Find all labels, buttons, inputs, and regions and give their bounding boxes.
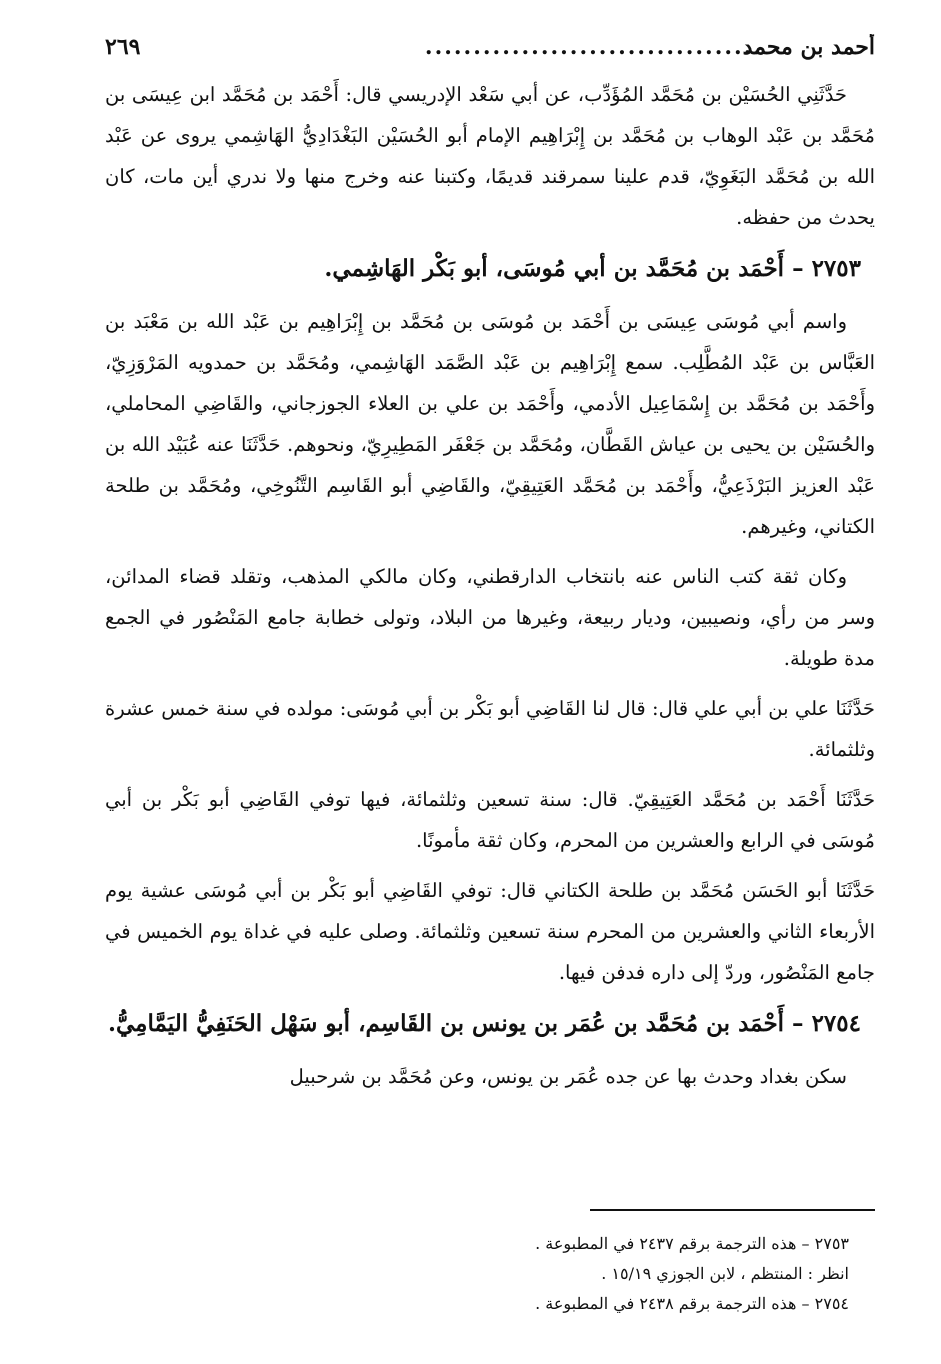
footnote-separator [590,1209,875,1211]
leader-dots: ................................... [424,34,763,60]
paragraph-3: وكان ثقة كتب الناس عنه بانتخاب الدارقطني، وكان مالكي المذهب، وتقلد قضاء المدائن، وسر من رأي، ونصيبين، وديار ربيعة، وغيرها من البلاد، وتولى خطابة جامع المَنْصُور في الجمع مدة طويلة. [105,565,875,670]
footnotes [229,1229,849,1319]
main-text [105,74,875,1106]
page-number: ٢٦٩ [105,34,141,60]
footnote-2: انظر : المنتظم ، لابن الجوزي ١٥/١٩ . [601,1264,849,1283]
running-header [105,34,875,64]
paragraph-2: واسم أبي مُوسَى عِيسَى بن أَحْمَد بن مُوسَى بن مُحَمَّد بن إِبْرَاهِيم بن عَبْد الله بن مَعْبَد بن العَبَّاس بن عَبْد المُطَّلِب. سمع إِبْرَاهِيم بن عَبْد الصَّمَد الهَاشِمي، ومُحَمَّد بن حمدويه المَرْوَزِيّ، وأَحْمَد بن مُحَمَّد بن إِسْمَاعِيل الأدمي، وأَحْمَد بن علي بن العلاء الجوزجاني، والقَاضِي المحاملي، والحُسَيْن بن يحيى بن عياش القَطَّان، ومُحَمَّد بن جَعْفَر المَطِيرِيّ، ونحوهم. حَدَّثَنَا عنه عُبَيْد الله بن عَبْد العزيز البَرْذَعِيُّ، وأَحْمَد بن مُحَمَّد العَتِيقِيّ، والقَاضِي أبو القَاسِم التَّنُوخِي، ومُحَمَّد بن طلحة الكتاني، وغيرهم. [105,310,875,538]
paragraph-6: حَدَّثَنَا أبو الحَسَن مُحَمَّد بن طلحة الكتاني قال: توفي القَاضِي أبو بَكْر بن أبي مُوسَى عشية يوم الأربعاء الثاني والعشرين من المحرم سنة تسعين وثلثمائة. وصلى عليه في غداة يوم الخميس في جامع المَنْصُور، وردّ إلى داره فدفن فيها. [105,879,875,984]
entry-heading-2754: ٢٧٥٤ – أَحْمَد بن مُحَمَّد بن عُمَر بن يونس بن القَاسِم، أبو سَهْل الحَنَفِيُّ اليَمَّامِيُّ. [107,1010,861,1037]
paragraph-1: حَدَّثَنِي الحُسَيْن بن مُحَمَّد المُؤَدِّب، عن أبي سَعْد الإدريسي قال: أَحْمَد بن مُحَمَّد ابن عِيسَى بن مُحَمَّد بن عَبْد الوهاب بن مُحَمَّد بن إِبْرَاهِيم الإمام أبو الحُسَيْن البَغْدَادِيُّ الهَاشِمي يروى عن عَبْد الله بن مُحَمَّد البَغَوِيّ، قدم علينا سمرقند قديمًا، وكتبنا عنه وخرج منها ولا ندري أين مات، كان يحدث من حفظه. [105,83,875,229]
footnote-3: ٢٧٥٤ – هذه الترجمة برقم ٢٤٣٨ في المطبوعة . [535,1294,849,1313]
running-title: أحمد بن محمد [742,34,875,60]
entry-heading-2753: ٢٧٥٣ – أَحْمَد بن مُحَمَّد بن أبي مُوسَى، أبو بَكْر الهَاشِمي. [324,255,861,282]
paragraph-5: حَدَّثَنَا أَحْمَد بن مُحَمَّد العَتِيقِيّ. قال: سنة تسعين وثلثمائة، فيها توفي القَاضِي أبو بَكْر بن أبي مُوسَى في الرابع والعشرين من المحرم، وكان ثقة مأمونًا. [105,788,875,852]
paragraph-7: سكن بغداد وحدث بها عن جده عُمَر بن يونس، وعن مُحَمَّد بن شرحبيل [289,1065,847,1088]
paragraph-4: حَدَّثَنَا علي بن أبي علي قال: قال لنا القَاضِي أبو بَكْر بن أبي مُوسَى: مولده في سنة خمس عشرة وثلثمائة. [105,697,875,761]
footnote-1: ٢٧٥٣ – هذه الترجمة برقم ٢٤٣٧ في المطبوعة . [535,1234,849,1253]
